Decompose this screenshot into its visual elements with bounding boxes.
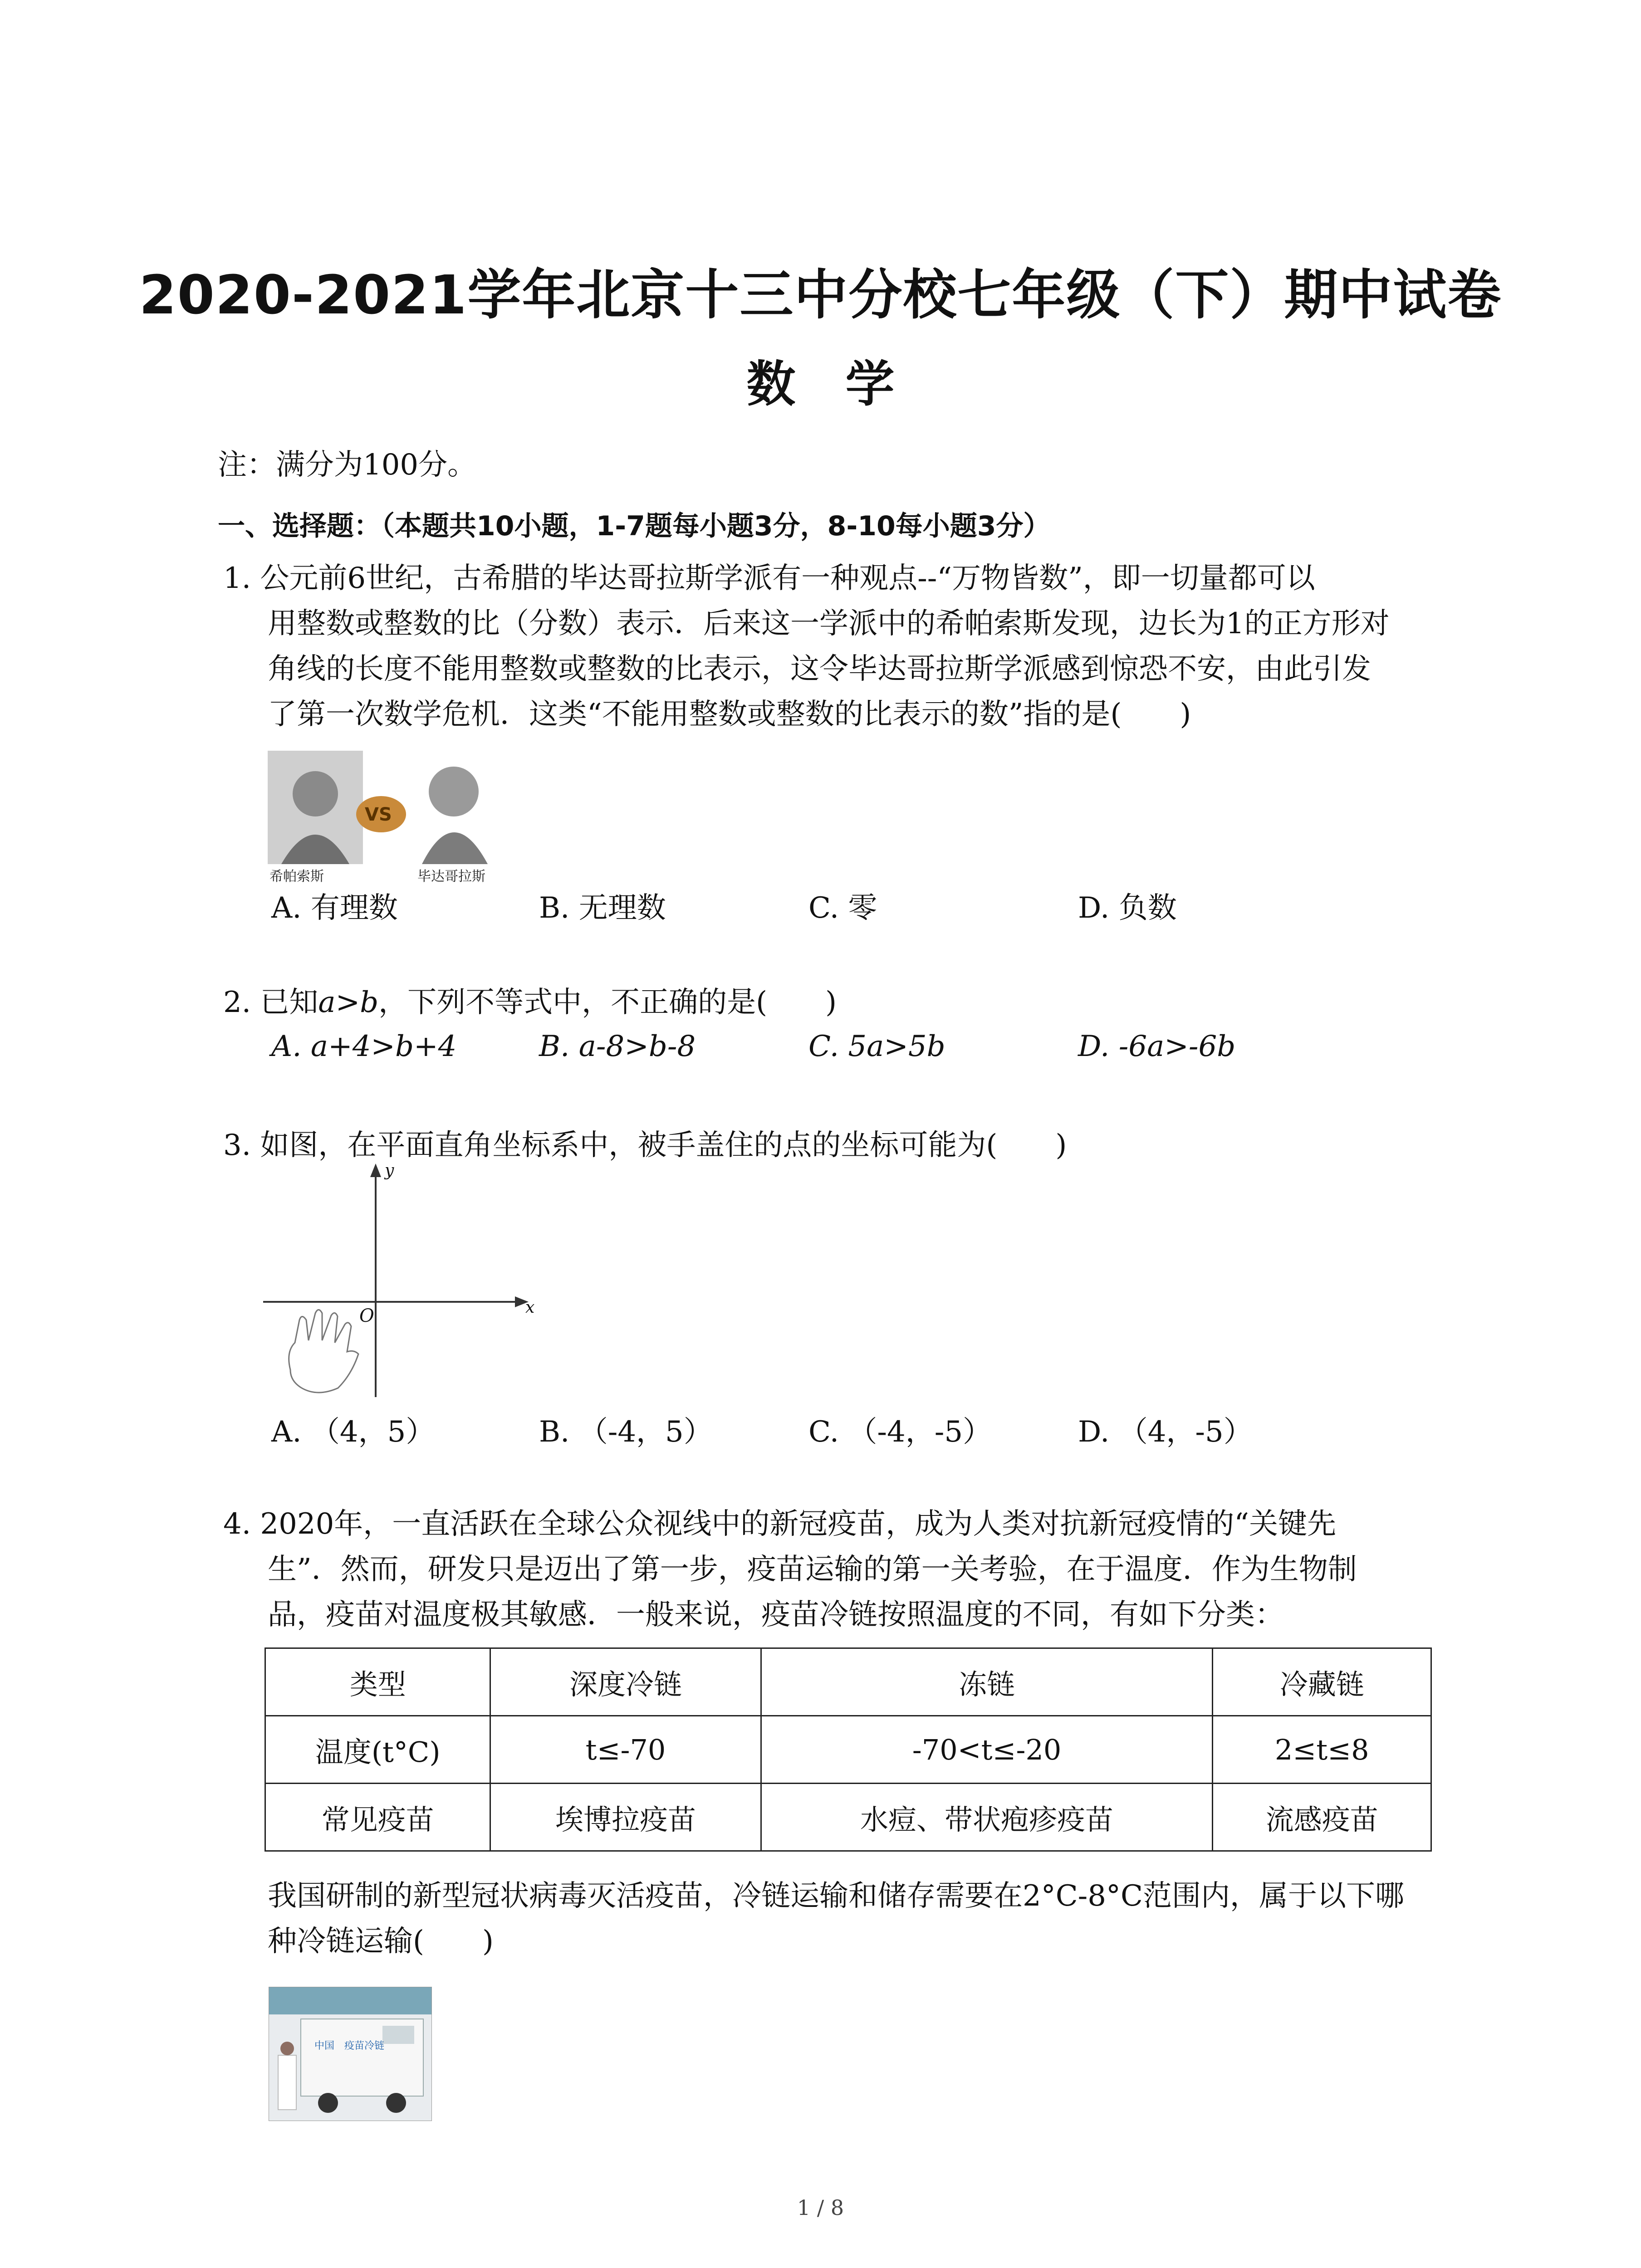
table-row xyxy=(265,1784,1431,1851)
table-cell: 埃博拉疫苗 xyxy=(490,1784,761,1851)
page-title: 2020-2021学年北京十三中分校七年级（下）期中试卷 xyxy=(139,264,1502,326)
q1-option-c: C. 零 xyxy=(808,891,877,925)
cold-chain-table xyxy=(265,1647,1432,1852)
q3-stem: 3. 如图，在平面直角坐标系中，被手盖住的点的坐标可能为( ) xyxy=(223,1129,1067,1162)
q2-stem-post: ，下列不等式中，不正确的是( ) xyxy=(378,986,837,1019)
q1-option-b: B. 无理数 xyxy=(539,891,666,925)
table-cell: 2≤t≤8 xyxy=(1213,1716,1431,1784)
q2-stem xyxy=(223,980,837,1025)
vaccine-truck-photo xyxy=(269,1987,432,2121)
origin-label: O xyxy=(359,1305,374,1326)
q2-option-b: B. a-8>b-8 xyxy=(539,1030,696,1063)
q1-line-1: 1. 公元前6世纪，古希腊的毕达哥拉斯学派有一种观点--“万物皆数”，即一切量都可以 xyxy=(223,562,1315,595)
score-note: 注：满分为100分。 xyxy=(218,448,477,482)
coordinate-axes xyxy=(259,1161,540,1406)
q2-option-d: D. -6a>-6b xyxy=(1078,1030,1236,1063)
q1-line-2: 用整数或整数的比（分数）表示．后来这一学派中的希帕索斯发现，边长为1的正方形对 xyxy=(268,607,1390,640)
q4-line-2: 生”．然而，研发只是迈出了第一步，疫苗运输的第一关考验，在于温度．作为生物制 xyxy=(268,1553,1357,1586)
q2-option-c: C. 5a>5b xyxy=(808,1030,945,1063)
table-row xyxy=(265,1648,1431,1716)
table-cell: 冷藏链 xyxy=(1213,1648,1431,1716)
q4-after-line-1: 我国研制的新型冠状病毒灭活疫苗，冷链运输和储存需要在2°C-8°C范围内，属于以下哪 xyxy=(268,1879,1404,1913)
q1-option-a: A. 有理数 xyxy=(271,891,398,925)
q2-option-a: A. a+4>b+4 xyxy=(271,1030,457,1063)
q4-line-1: 4. 2020年，一直活跃在全球公众视线中的新冠疫苗，成为人类对抗新冠疫情的“关键先 xyxy=(223,1507,1336,1541)
truck-label: 中国 疫苗冷链 xyxy=(314,2040,385,2052)
q1-figure xyxy=(268,751,517,887)
y-axis-label: y xyxy=(385,1161,394,1180)
section-heading: 一、选择题：（本题共10小题，1-7题每小题3分，8-10每小题3分） xyxy=(218,510,1051,542)
table-cell: 水痘、带状疱疹疫苗 xyxy=(761,1784,1213,1851)
table-cell: t≤-70 xyxy=(490,1716,761,1784)
q3-option-c: C. （-4，-5） xyxy=(808,1415,992,1449)
table-cell: -70<t≤-20 xyxy=(761,1716,1213,1784)
subject-title: 数学 xyxy=(746,356,945,413)
table-cell: 常见疫苗 xyxy=(265,1784,490,1851)
q1-line-4: 了第一次数学危机．这类“不能用整数或整数的比表示的数”指的是( ) xyxy=(268,698,1191,731)
table-cell: 流感疫苗 xyxy=(1213,1784,1431,1851)
q4-after-line-2: 种冷链运输( ) xyxy=(268,1925,494,1958)
caption-vs: VS xyxy=(365,804,392,825)
table-cell: 类型 xyxy=(265,1648,490,1716)
truck-illustration xyxy=(269,1987,431,2121)
hand-icon xyxy=(289,1310,358,1393)
table-row xyxy=(265,1716,1431,1784)
page-number: 1 / 8 xyxy=(797,2195,844,2220)
caption-hippasus: 希帕索斯 xyxy=(269,869,324,885)
q3-option-b: B. （-4，5） xyxy=(539,1415,713,1449)
caption-pythagoras: 毕达哥拉斯 xyxy=(417,869,485,885)
q3-coordinate-figure xyxy=(259,1161,540,1406)
q1-line-3: 角线的长度不能用整数或整数的比表示，这令毕达哥拉斯学派感到惊恐不安，由此引发 xyxy=(268,652,1371,686)
table-cell: 深度冷链 xyxy=(490,1648,761,1716)
table-cell: 冻链 xyxy=(761,1648,1213,1716)
q2-stem-pre: 2. 已知 xyxy=(223,986,318,1019)
y-arrow-icon xyxy=(370,1163,381,1177)
q2-stem-math: a>b xyxy=(318,986,379,1019)
q3-option-d: D. （4，-5） xyxy=(1078,1415,1253,1449)
q3-option-a: A. （4，5） xyxy=(271,1415,435,1449)
q4-line-3: 品，疫苗对温度极其敏感．一般来说，疫苗冷链按照温度的不同，有如下分类： xyxy=(268,1598,1284,1632)
q1-option-d: D. 负数 xyxy=(1078,891,1177,925)
x-axis-label: x xyxy=(525,1298,535,1317)
table-cell: 温度(t°C) xyxy=(265,1716,490,1784)
